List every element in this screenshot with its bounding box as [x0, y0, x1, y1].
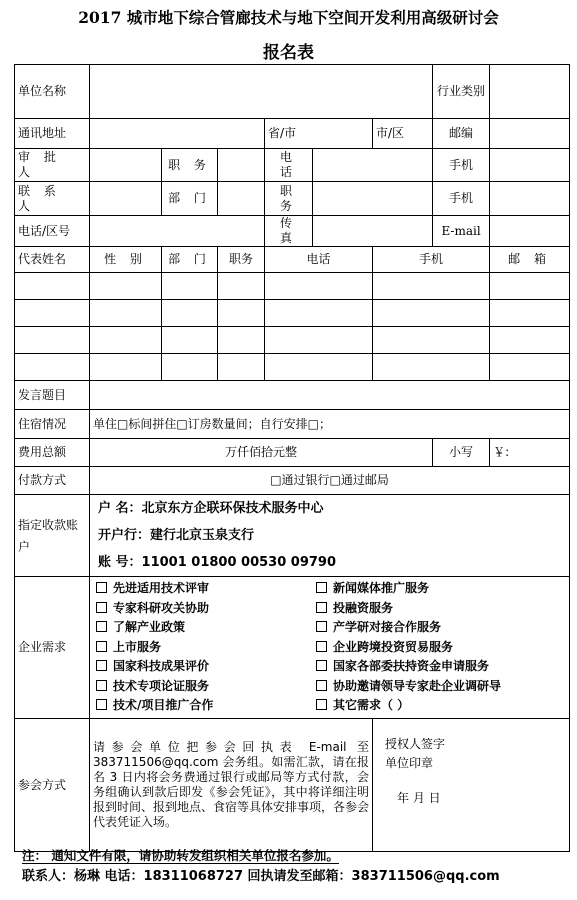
- delegate-cell[interactable]: [218, 300, 265, 327]
- speech-topic-field[interactable]: [90, 381, 570, 410]
- needs-option-label: 技术/项目推广合作: [113, 698, 214, 713]
- delegate-cell[interactable]: [162, 354, 218, 381]
- delegate-cell[interactable]: [373, 273, 490, 300]
- delegate-header-dept: 部 门: [162, 247, 218, 273]
- industry-field[interactable]: [490, 65, 570, 119]
- delegate-cell[interactable]: [15, 327, 90, 354]
- phone-field[interactable]: [313, 149, 433, 182]
- checkbox-icon[interactable]: [96, 660, 107, 671]
- postcode-field[interactable]: [490, 119, 570, 149]
- account-number: 账 号：11001 01800 00530 09790: [98, 555, 337, 570]
- mobile2-label: 手机: [433, 182, 490, 216]
- unit-name-label: 单位名称: [15, 65, 90, 119]
- needs-options: [90, 577, 570, 719]
- footer-notes: [22, 846, 570, 888]
- delegate-cell[interactable]: [15, 354, 90, 381]
- page-title: 2017 城市地下综合管廊技术与地下空间开发利用高级研讨会: [78, 8, 499, 27]
- delegate-header-gender: 性 别: [90, 247, 162, 273]
- delegate-cell[interactable]: [90, 327, 162, 354]
- account-info: [90, 495, 570, 577]
- district-label: 市/区: [373, 119, 433, 149]
- checkbox-icon[interactable]: [96, 582, 107, 593]
- account-label: 指定收款账户: [15, 495, 90, 577]
- signature-label: 授权人签字: [385, 737, 446, 751]
- yen-field[interactable]: ￥:: [490, 439, 570, 467]
- needs-option-label: 国家科技成果评价: [113, 659, 210, 674]
- position2-label: 职 务: [265, 182, 313, 216]
- delegate-cell[interactable]: [373, 300, 490, 327]
- payment-label: 付款方式: [15, 467, 90, 495]
- unit-name-field[interactable]: [90, 65, 433, 119]
- needs-option[interactable]: [96, 638, 316, 658]
- delegate-cell[interactable]: [162, 273, 218, 300]
- tel-area-field[interactable]: [90, 216, 265, 247]
- delegate-cell[interactable]: [15, 273, 90, 300]
- delegate-cell[interactable]: [162, 327, 218, 354]
- fee-label: 费用总额: [15, 439, 90, 467]
- delegate-cell[interactable]: [265, 354, 373, 381]
- checkbox-icon[interactable]: [96, 602, 107, 613]
- needs-option[interactable]: [316, 657, 536, 677]
- mobile-field[interactable]: [490, 149, 570, 182]
- checkbox-icon[interactable]: [316, 699, 327, 710]
- join-instructions: 请参会单位把参会回执表 E-mail 至 383711506@qq.com 会务组。如需汇款，请在报名 3 日内将会务费通过银行或邮局等方式付款，会务组确认到款后即发《参会凭证》，其中将详细注明报到时间、报到地点、食宿等具体安排事项，各参会代表凭证入场。: [90, 719, 373, 852]
- approver-field[interactable]: [90, 149, 162, 182]
- email-field[interactable]: [490, 216, 570, 247]
- checkbox-icon[interactable]: [96, 621, 107, 632]
- needs-option-label: 协助邀请领导专家赴企业调研导: [333, 678, 502, 693]
- speech-topic-label: 发言题目: [15, 381, 90, 410]
- accommodation-options[interactable]: 单住□标间拼住□订房数量间；自行安排□；: [90, 410, 570, 439]
- contact-field[interactable]: [90, 182, 162, 216]
- needs-option[interactable]: [96, 579, 316, 599]
- address-field[interactable]: [90, 119, 265, 149]
- delegate-row: [15, 273, 570, 300]
- delegate-cell[interactable]: [373, 354, 490, 381]
- account-name: 户 名：北京东方企联环保技术服务中心: [98, 501, 324, 516]
- notice-text: 注： 通知文件有限，请协助转发组织相关单位报名参加。: [22, 848, 339, 863]
- needs-option-label: 上市服务: [113, 639, 162, 654]
- needs-option[interactable]: [96, 677, 316, 697]
- delegate-row: [15, 354, 570, 381]
- checkbox-icon[interactable]: [316, 602, 327, 613]
- delegate-cell[interactable]: [490, 273, 570, 300]
- checkbox-icon[interactable]: [316, 660, 327, 671]
- checkbox-icon[interactable]: [96, 680, 107, 691]
- registration-form: [14, 64, 570, 852]
- delegate-cell[interactable]: [218, 354, 265, 381]
- signature-area[interactable]: [373, 719, 570, 852]
- needs-option-label: 技术专项论证服务: [113, 678, 210, 693]
- needs-option-label: 了解产业政策: [113, 620, 186, 635]
- email-label: E-mail: [433, 216, 490, 247]
- department-label: 部 门: [162, 182, 218, 216]
- contact-label: 联 系 人: [15, 182, 90, 216]
- contact-info: 联系人：杨琳 电话：18311068727 回执请发至邮箱：383711506@qq.com: [22, 869, 500, 884]
- delegate-cell[interactable]: [265, 300, 373, 327]
- delegate-row: [15, 327, 570, 354]
- needs-option-label: 投融资服务: [333, 600, 394, 615]
- fax-label: 传 真: [265, 216, 313, 247]
- position-field[interactable]: [218, 149, 265, 182]
- position-label: 职 务: [162, 149, 218, 182]
- delegate-cell[interactable]: [90, 354, 162, 381]
- delegate-cell[interactable]: [490, 300, 570, 327]
- postcode-label: 邮编: [433, 119, 490, 149]
- needs-label: 企业需求: [15, 577, 90, 719]
- lowercase-label: 小写: [433, 439, 490, 467]
- accommodation-label: 住宿情况: [15, 410, 90, 439]
- needs-option[interactable]: [316, 618, 536, 638]
- position2-field[interactable]: [313, 182, 433, 216]
- delegate-header-name: 代表姓名: [15, 247, 90, 273]
- checkbox-icon[interactable]: [316, 621, 327, 632]
- needs-option[interactable]: [316, 638, 536, 658]
- fee-amount-text[interactable]: 万仟佰拾元整: [90, 439, 433, 467]
- delegate-cell[interactable]: [490, 327, 570, 354]
- industry-label: 行业类别: [433, 65, 490, 119]
- fax-field[interactable]: [313, 216, 433, 247]
- delegate-header-phone: 电话: [265, 247, 373, 273]
- checkbox-icon[interactable]: [316, 641, 327, 652]
- account-bank: 开户行：建行北京玉泉支行: [98, 528, 255, 543]
- checkbox-icon[interactable]: [96, 699, 107, 710]
- seal-label: 单位印章: [385, 756, 434, 770]
- needs-option[interactable]: [316, 579, 536, 599]
- delegate-cell[interactable]: [162, 300, 218, 327]
- delegate-header-position: 职务: [218, 247, 265, 273]
- checkbox-icon[interactable]: [96, 641, 107, 652]
- department-field[interactable]: [218, 182, 265, 216]
- delegate-cell[interactable]: [265, 273, 373, 300]
- checkbox-icon[interactable]: [316, 680, 327, 691]
- delegate-cell[interactable]: [265, 327, 373, 354]
- needs-option[interactable]: [96, 696, 316, 716]
- delegate-cell[interactable]: [90, 273, 162, 300]
- needs-option[interactable]: [316, 696, 536, 716]
- needs-option[interactable]: [316, 677, 536, 697]
- province-label: 省/市: [265, 119, 373, 149]
- needs-option-label: 其它需求（ ）: [333, 698, 410, 713]
- needs-option[interactable]: [96, 618, 316, 638]
- delegate-header-email: 邮 箱: [490, 247, 570, 273]
- tel-area-label: 电话/区号: [15, 216, 90, 247]
- delegate-cell[interactable]: [218, 327, 265, 354]
- needs-option-label: 专家科研攻关协助: [113, 600, 210, 615]
- needs-option[interactable]: [96, 599, 316, 619]
- address-label: 通讯地址: [15, 119, 90, 149]
- delegate-row: [15, 300, 570, 327]
- delegate-cell[interactable]: [490, 354, 570, 381]
- needs-option[interactable]: [96, 657, 316, 677]
- delegate-cell[interactable]: [15, 300, 90, 327]
- delegate-cell[interactable]: [90, 300, 162, 327]
- mobile-label: 手机: [433, 149, 490, 182]
- needs-option-label: 新闻媒体推广服务: [333, 581, 430, 596]
- phone-label: 电 话: [265, 149, 313, 182]
- delegate-cell[interactable]: [218, 273, 265, 300]
- needs-option-label: 产学研对接合作服务: [333, 620, 442, 635]
- delegate-header-mobile: 手机: [373, 247, 490, 273]
- sign-date: 年 月 日: [397, 791, 441, 805]
- delegate-cell[interactable]: [373, 327, 490, 354]
- needs-option[interactable]: [316, 599, 536, 619]
- needs-option-label: 国家各部委扶持资金申请服务: [333, 659, 490, 674]
- payment-options[interactable]: □通过银行□通过邮局: [90, 467, 570, 495]
- checkbox-icon[interactable]: [316, 582, 327, 593]
- approver-label: 审 批 人: [15, 149, 90, 182]
- needs-option-label: 企业跨境投资贸易服务: [333, 639, 454, 654]
- form-subtitle: 报名表: [263, 43, 314, 63]
- needs-option-label: 先进适用技术评审: [113, 581, 210, 596]
- mobile2-field[interactable]: [490, 182, 570, 216]
- join-label: 参会方式: [15, 719, 90, 852]
